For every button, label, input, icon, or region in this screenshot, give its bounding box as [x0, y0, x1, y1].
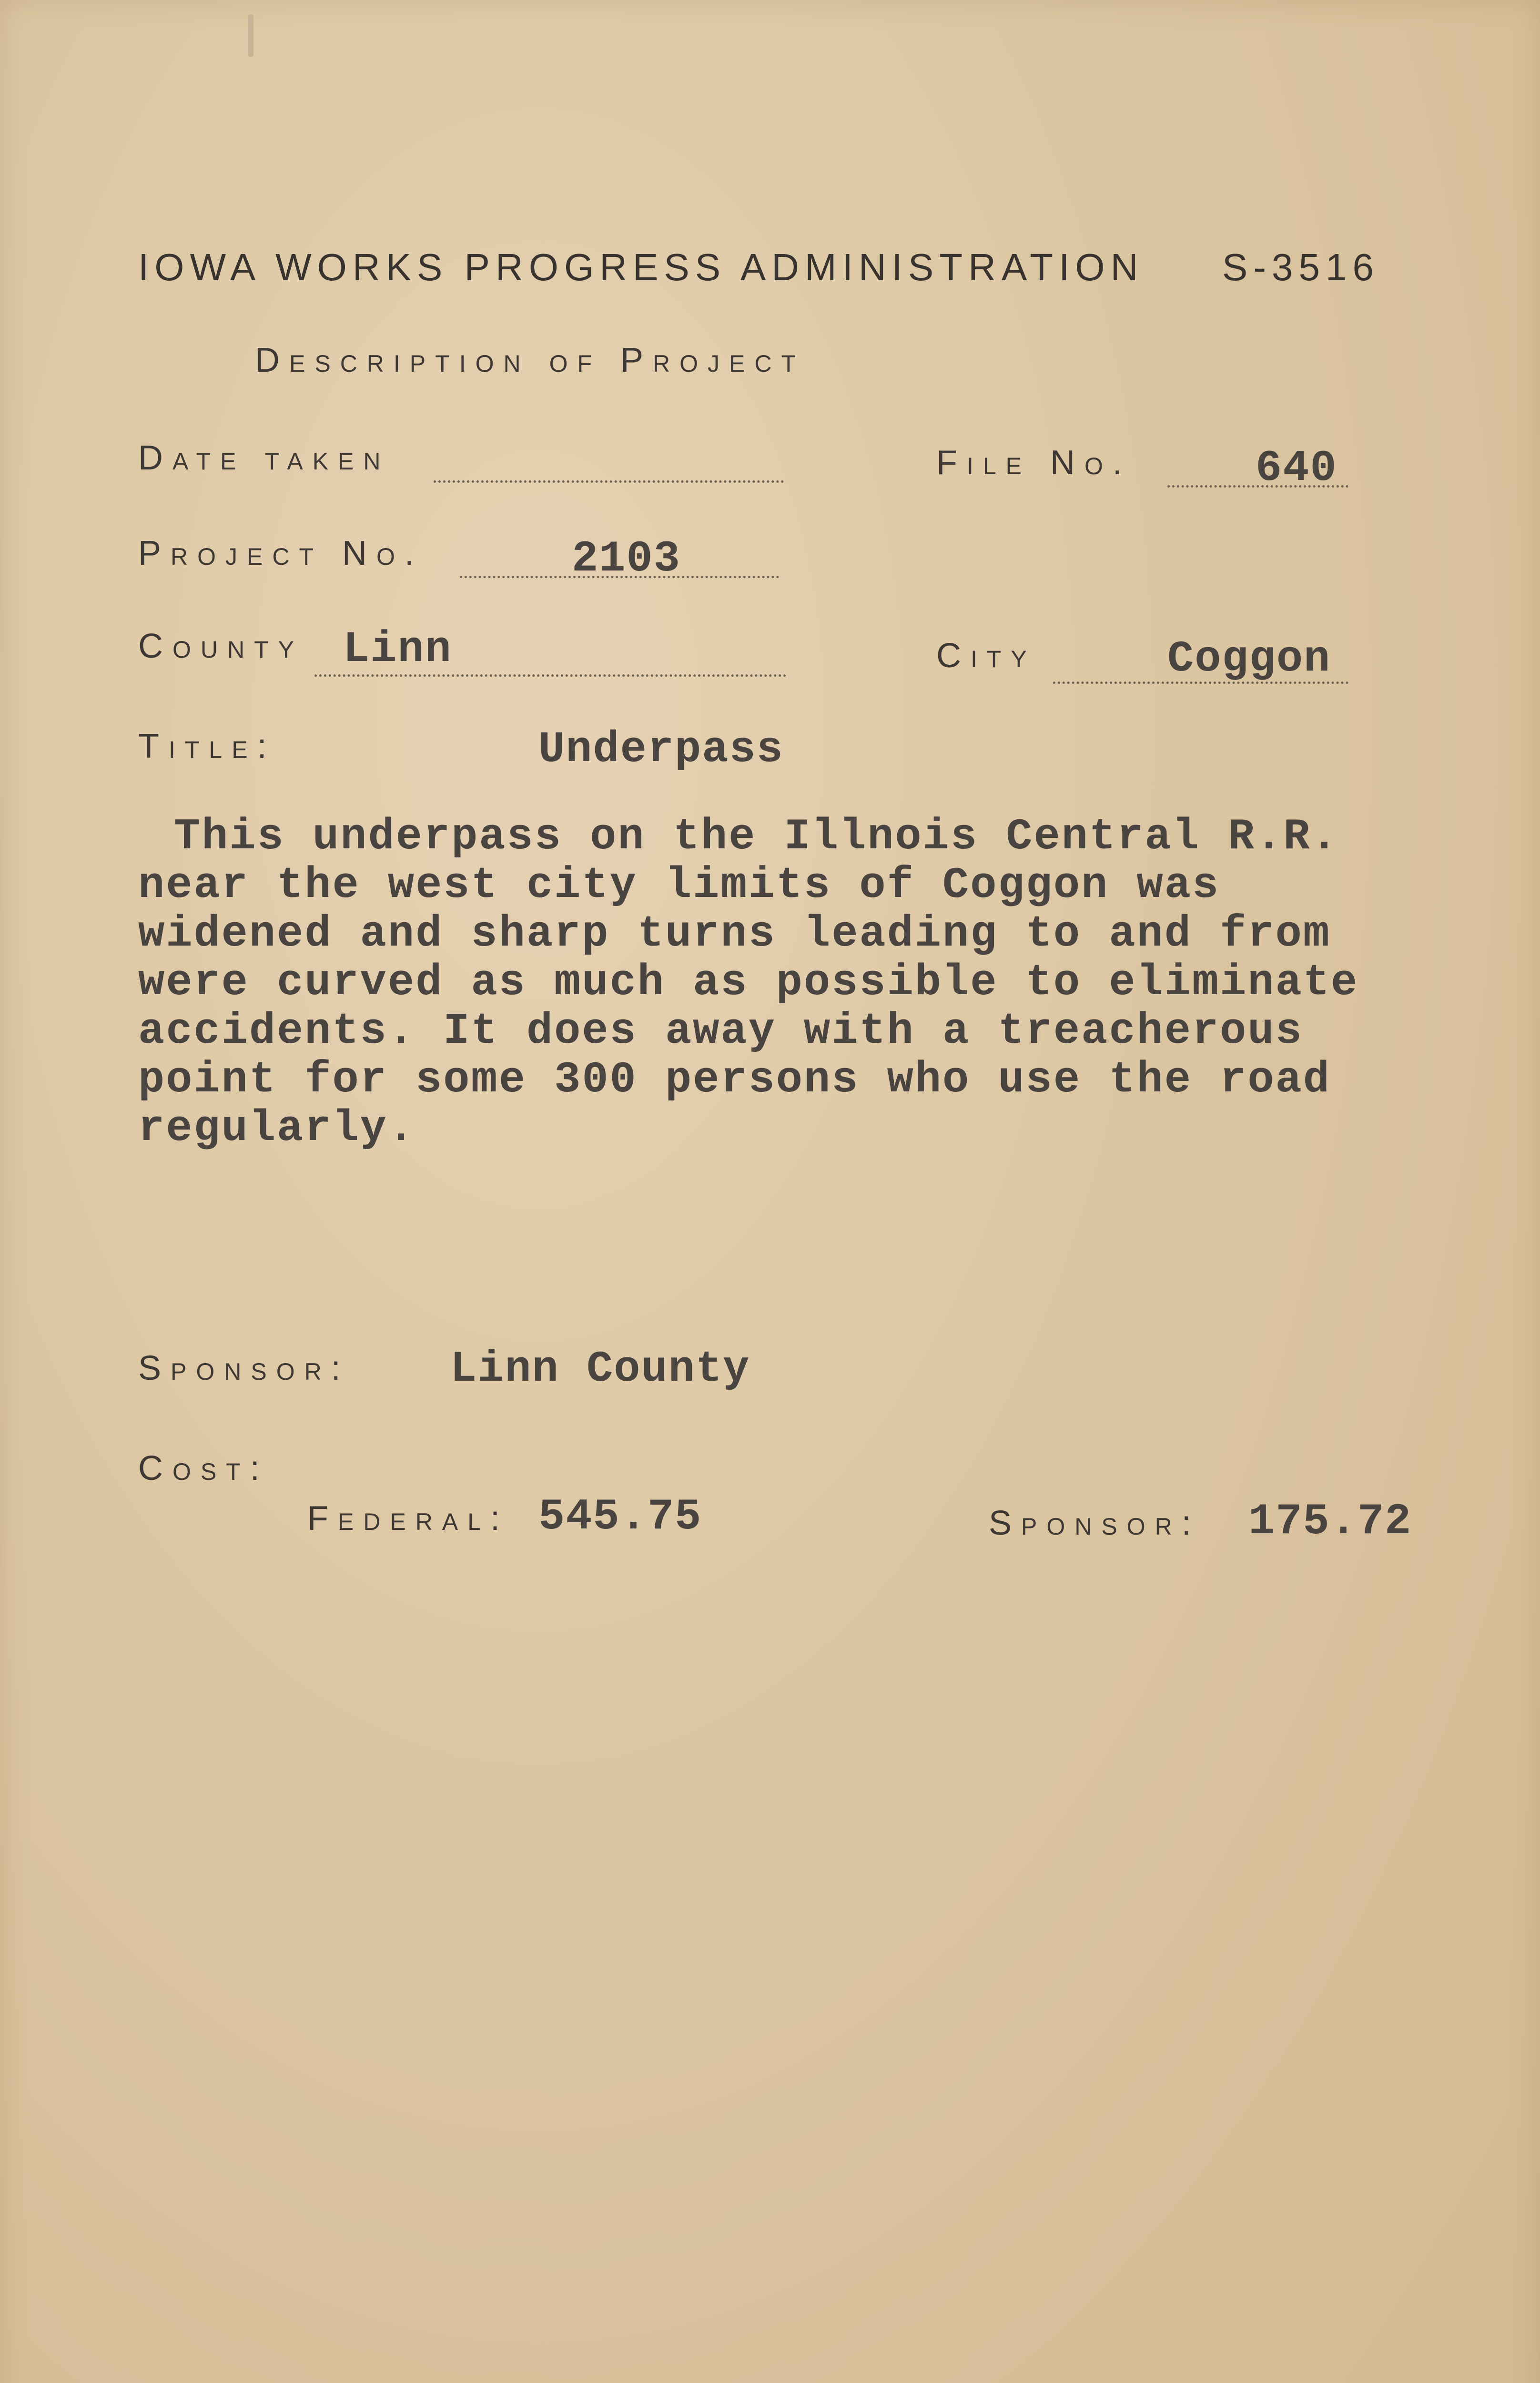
date-taken-label: Date taken — [138, 439, 390, 477]
cost-label: Cost: — [138, 1449, 269, 1487]
federal-cost-label: Federal: — [307, 1499, 510, 1538]
title-label: Title: — [138, 727, 276, 765]
date-taken-line — [434, 480, 784, 483]
sponsor-label: Sponsor: — [138, 1349, 350, 1387]
sponsor-value: Linn County — [450, 1344, 750, 1394]
county-line — [314, 674, 786, 677]
county-value: Linn — [343, 624, 452, 674]
file-no-label: File No. — [936, 444, 1132, 482]
record-id: S-3516 — [1222, 246, 1379, 288]
project-no-label: Project No. — [138, 534, 424, 572]
description-line: near the west city limits of Coggon was — [138, 860, 1220, 910]
title-value: Underpass — [538, 724, 784, 774]
sponsor-cost-value: 175.72 — [1248, 1497, 1412, 1547]
staple-mark — [248, 14, 253, 57]
city-label: City — [936, 637, 1036, 675]
agency-header: IOWA WORKS PROGRESS ADMINISTRATION — [138, 246, 1144, 288]
sponsor-cost-label: Sponsor: — [989, 1504, 1201, 1542]
project-no-value: 2103 — [572, 534, 681, 584]
federal-cost-value: 545.75 — [538, 1492, 702, 1542]
description-line: accidents. It does away with a treacherous — [138, 1006, 1303, 1056]
description-line: This underpass on the Illnois Central R.R. — [174, 812, 1339, 862]
city-value: Coggon — [1167, 634, 1331, 684]
description-line: widened and sharp turns leading to and from — [138, 909, 1331, 959]
form-subtitle: Description of Project — [255, 341, 806, 379]
description-line: were curved as much as possible to eliminate — [138, 957, 1359, 1008]
project-description — [138, 813, 1425, 1153]
description-line: point for some 300 persons who use the road — [138, 1055, 1331, 1105]
county-label: County — [138, 627, 304, 665]
file-no-value: 640 — [1256, 443, 1337, 493]
description-line: regularly. — [138, 1103, 416, 1153]
